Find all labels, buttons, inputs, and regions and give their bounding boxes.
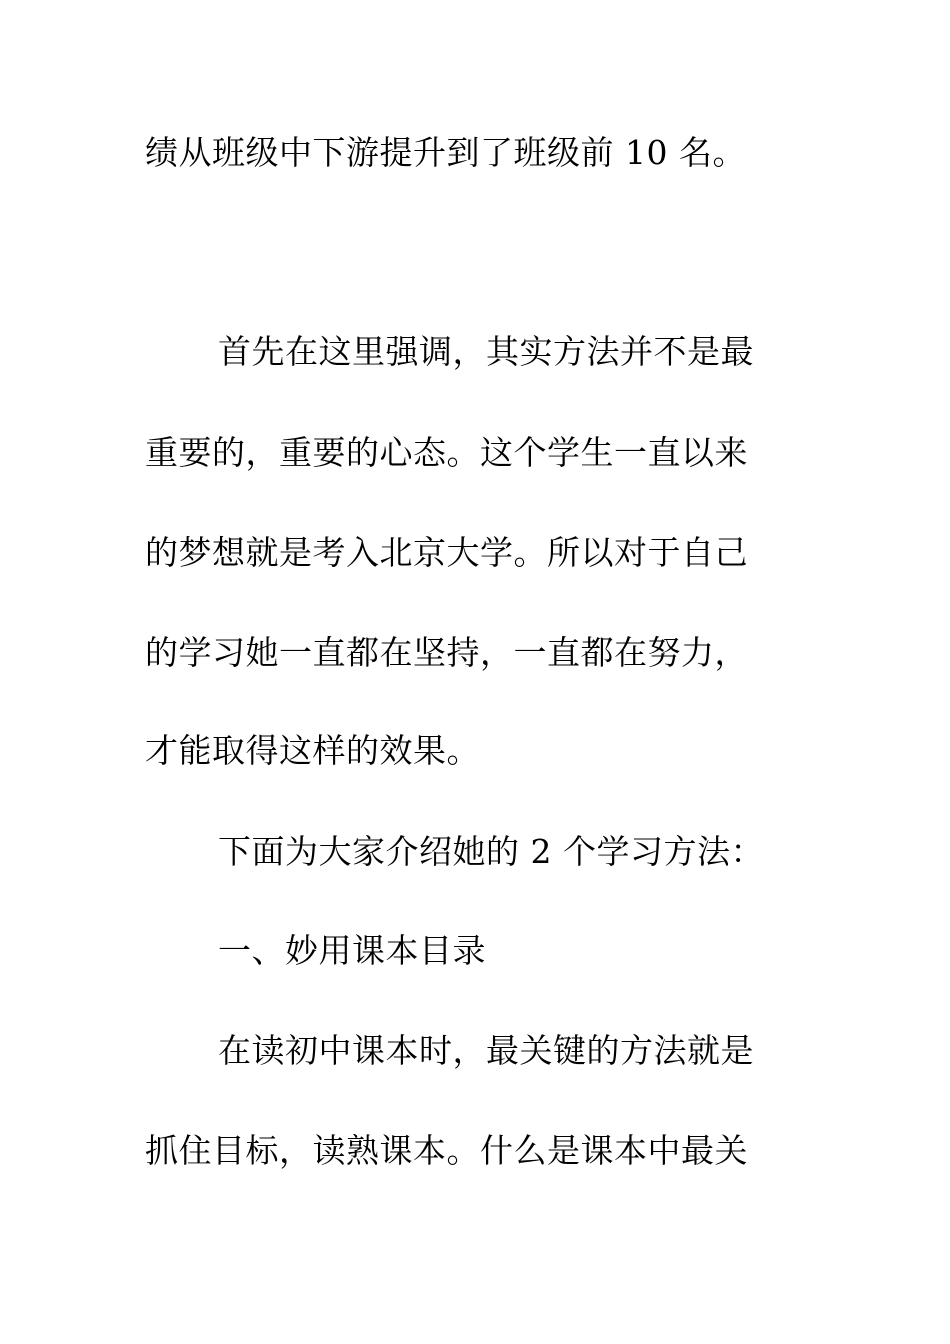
paragraph-line: 的学习她一直都在坚持，一直都在努力， — [145, 633, 748, 672]
paragraph-line: 的梦想就是考入北京大学。所以对于自己 — [145, 533, 748, 572]
section-heading: 一、妙用课本目录 — [218, 931, 486, 970]
paragraph-line: 重要的，重要的心态。这个学生一直以来 — [145, 433, 748, 472]
paragraph-line: 抓住目标，读熟课本。什么是课本中最关 — [145, 1131, 748, 1170]
paragraph-line: 在读初中课本时，最关键的方法就是 — [218, 1031, 754, 1070]
paragraph-line: 首先在这里强调，其实方法并不是最 — [218, 332, 754, 371]
paragraph-line: 绩从班级中下游提升到了班级前 10 名。 — [145, 133, 746, 172]
paragraph-line: 才能取得这样的效果。 — [145, 731, 480, 770]
paragraph-line: 下面为大家介绍她的 2 个学习方法： — [218, 832, 764, 871]
